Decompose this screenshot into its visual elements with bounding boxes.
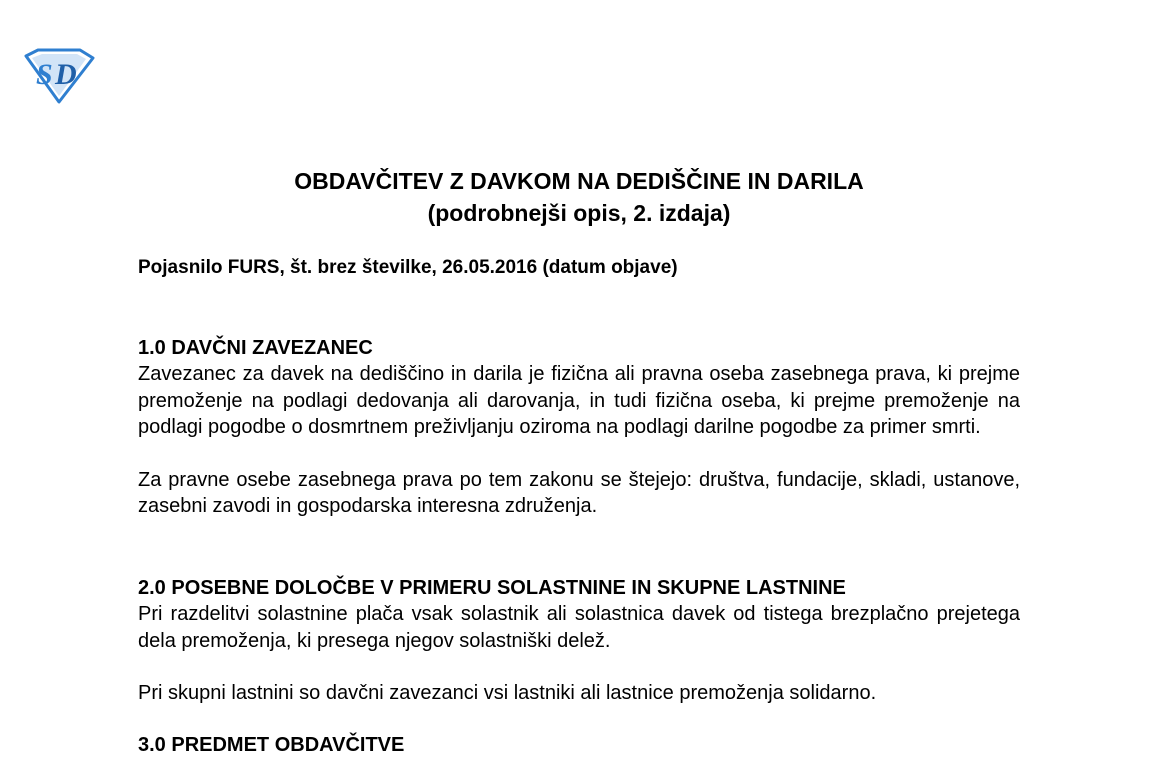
section-heading: 1.0 DAVČNI ZAVEZANEC <box>138 337 373 359</box>
section-co-ownership <box>138 575 1020 707</box>
document-title-block <box>138 165 1020 229</box>
sd-logo-icon <box>22 48 96 104</box>
document-title: OBDAVČITEV Z DAVKOM NA DEDIŠČINE IN DARILA <box>294 168 864 194</box>
section-taxpayer <box>138 335 1020 520</box>
paragraph: Pri razdelitvi solastnine plača vsak solastnik ali solastnica davek od tistega brezplačno prejetega dela premoženja, ki presega njegov solastniški delež. <box>138 603 1020 652</box>
section-heading: 2.0 POSEBNE DOLOČBE V PRIMERU SOLASTNINE IN SKUPNE LASTNINE <box>138 577 846 599</box>
section-subject-of-taxation <box>138 732 1020 758</box>
document-subtitle: (podrobnejši opis, 2. izdaja) <box>427 200 731 226</box>
source-line: Pojasnilo FURS, št. brez številke, 26.05.2016 (datum objave) <box>138 257 678 278</box>
paragraph: Za pravne osebe zasebnega prava po tem zakonu se štejejo: društva, fundacije, skladi, ustanove, zasebni zavodi in gospodarska interesna združenja. <box>138 468 1020 517</box>
svg-text:D: D <box>55 58 77 91</box>
svg-text:S: S <box>36 58 53 91</box>
paragraph: Pri skupni lastnini so davčni zavezanci vsi lastniki ali lastnice premoženja solidarno. <box>138 682 877 704</box>
section-heading: 3.0 PREDMET OBDAVČITVE <box>138 734 405 756</box>
paragraph: Zavezanec za davek na dediščino in darila je fizična ali pravna oseba zasebnega prava, ki prejme premoženje na podlagi dedovanja ali darovanja, in tudi fizična oseba, ki prejme premoženje na podlagi pogodbe o dosmrtnem preživljanju oziroma na podlagi darilne pogodbe za primer smrti. <box>138 363 1020 438</box>
